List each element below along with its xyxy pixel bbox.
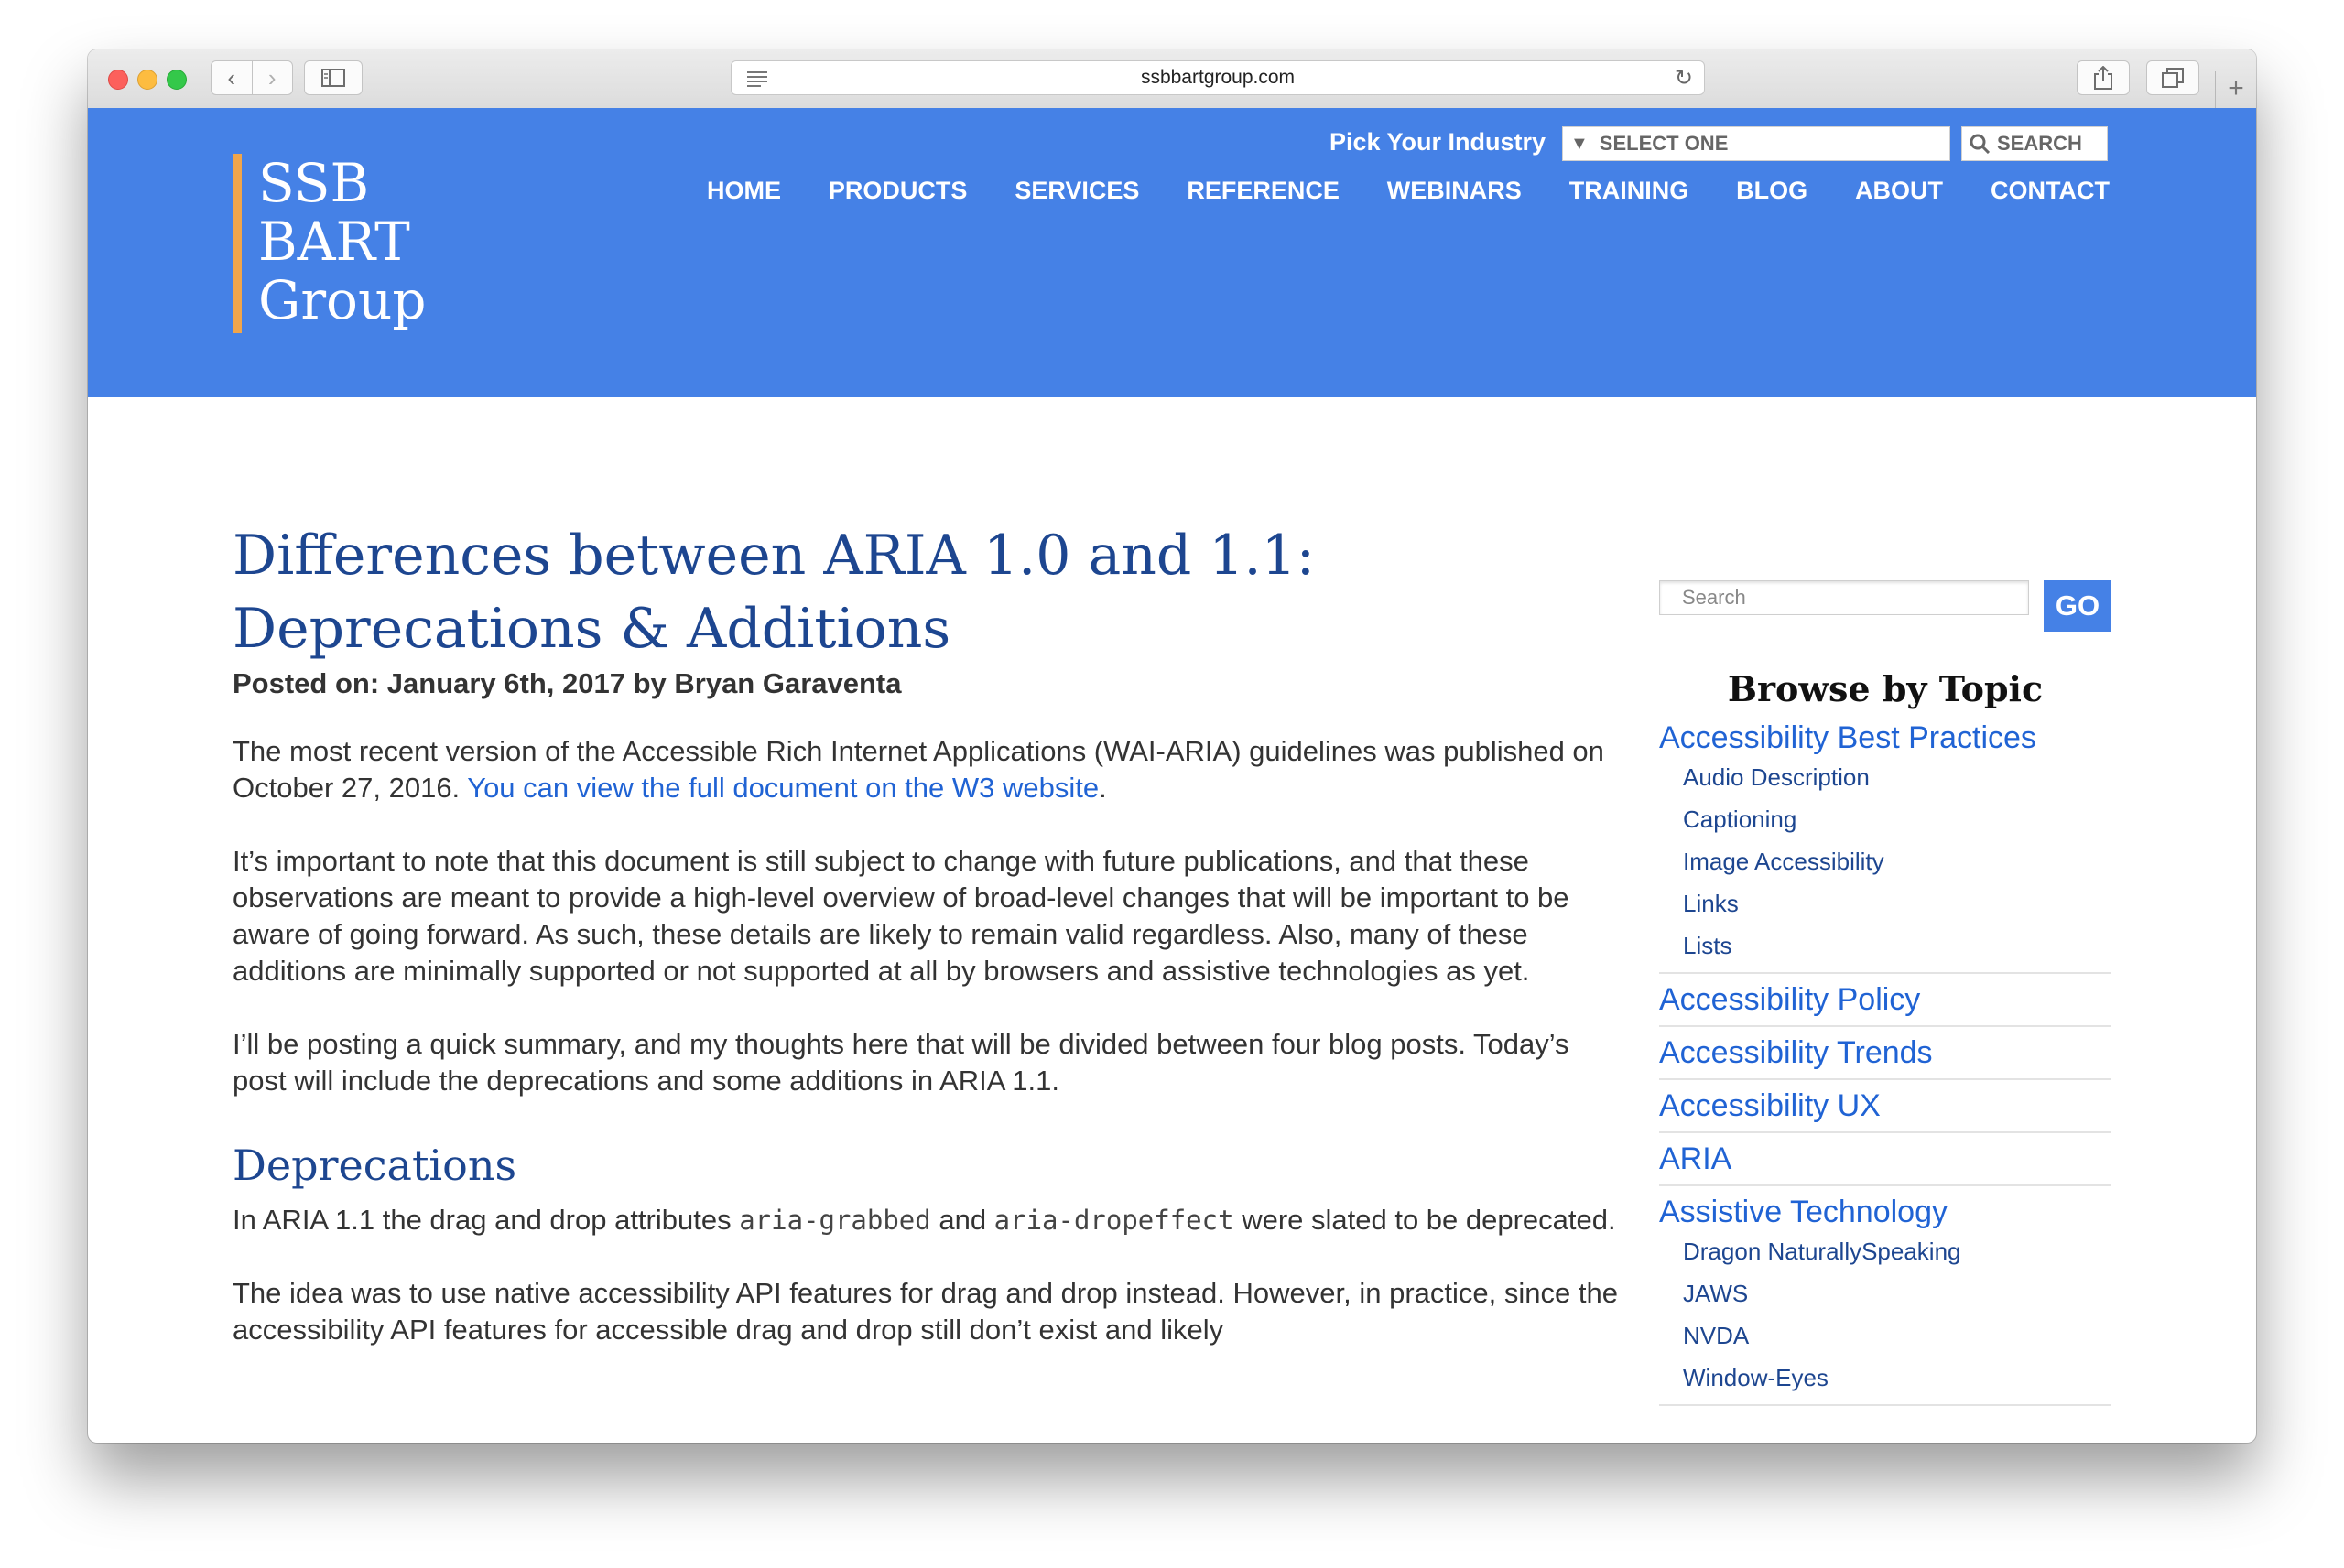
nav-home[interactable]: HOME <box>707 177 781 204</box>
browse-by-topic-heading: Browse by Topic <box>1727 668 2044 709</box>
paragraph-note: It’s important to note that this document is still subject to change with future publications, and that these observations are meant to provide a high-level overview of broad-level changes that will be important to be aware of going forward. As such, these details are likely to remain valid regardless. Also, many of these additions are minimally supported or not supported at all by browsers and assistive technologies as yet. <box>233 845 1569 987</box>
subtopic-dragon-naturallyspeaking[interactable]: Dragon NaturallySpeaking <box>1683 1238 1961 1265</box>
browser-toolbar <box>88 49 2256 109</box>
subtopic-lists[interactable]: Lists <box>1683 932 1732 959</box>
industry-label: Pick Your Industry <box>1329 128 1546 156</box>
paragraph-intro <box>233 733 1624 806</box>
article-title <box>233 519 1624 665</box>
nav-blog[interactable]: BLOG <box>1736 177 1808 204</box>
logo-accent-bar <box>233 154 242 333</box>
dropdown-triangle-icon: ▼ <box>1570 133 1589 154</box>
subtopic-nvda[interactable]: NVDA <box>1683 1322 1750 1349</box>
subtopic-captioning[interactable]: Captioning <box>1683 806 1797 833</box>
paragraph-intro-end: . <box>1099 772 1107 804</box>
code-aria-grabbed: aria-grabbed <box>739 1205 931 1236</box>
logo-line-2: BART <box>258 211 410 273</box>
subtopic-image-accessibility[interactable]: Image Accessibility <box>1683 848 1884 875</box>
topic-accessibility-best-practices[interactable]: Accessibility Best Practices <box>1659 720 2036 755</box>
section-heading-deprecations: Deprecations <box>233 1141 517 1190</box>
article-title-line-2: Deprecations & Additions <box>233 597 951 661</box>
topic-item <box>1659 1194 2111 1406</box>
back-button[interactable]: ‹ <box>227 64 236 92</box>
topic-item <box>1659 974 2111 1027</box>
history-nav <box>211 60 293 95</box>
article-title-line-1: Differences between ARIA 1.0 and 1.1: <box>233 524 1315 588</box>
zoom-window-button[interactable] <box>167 70 187 90</box>
nav-webinars[interactable]: WEBINARS <box>1386 177 1522 204</box>
paragraph-intro-text: The most recent version of the Accessible Rich Internet Applications (WAI-ARIA) guidelines was published on October 27, 2016. <box>233 735 1604 804</box>
article <box>233 519 1624 1348</box>
topic-assistive-technology[interactable]: Assistive Technology <box>1659 1195 1948 1229</box>
url-text: ssbbartgroup.com <box>1140 67 1296 88</box>
logo-text <box>258 154 426 330</box>
new-tab-button[interactable]: + <box>2215 71 2256 108</box>
tabs-icon <box>2162 68 2184 88</box>
article-byline: Posted on: January 6th, 2017 by Bryan Garaventa <box>233 667 902 699</box>
header-search-label: SEARCH <box>1997 132 2082 155</box>
topic-item <box>1659 1133 2111 1186</box>
sidebar-toggle-button[interactable] <box>304 60 363 95</box>
paragraph-deprecations-a: In ARIA 1.1 the drag and drop attributes <box>233 1204 740 1236</box>
forward-button[interactable]: › <box>267 64 277 92</box>
header-search-button[interactable] <box>1961 126 2108 161</box>
code-aria-dropeffect: aria-dropeffect <box>993 1205 1234 1236</box>
w3-document-link[interactable]: You can view the full document on the W3 website <box>467 772 1100 804</box>
topic-accessibility-ux[interactable]: Accessibility UX <box>1659 1088 1881 1123</box>
subtopic-audio-description[interactable]: Audio Description <box>1683 763 1870 791</box>
topic-item <box>1659 1027 2111 1080</box>
industry-select-value: SELECT ONE <box>1599 132 1729 155</box>
topic-accessibility-trends[interactable]: Accessibility Trends <box>1659 1035 1933 1070</box>
subtopic-list <box>1659 756 2111 972</box>
nav-contact[interactable]: CONTACT <box>1990 177 2110 204</box>
address-bar[interactable] <box>731 60 1705 95</box>
nav-reference[interactable]: REFERENCE <box>1187 177 1340 204</box>
main-nav <box>707 172 2110 209</box>
paragraph-deprecations-b: and <box>930 1204 994 1236</box>
nav-services[interactable]: SERVICES <box>1015 177 1140 204</box>
paragraph-deprecations-c: were slated to be deprecated. <box>1233 1204 1616 1236</box>
site-header <box>88 108 2256 397</box>
subtopic-jaws[interactable]: JAWS <box>1683 1280 1749 1307</box>
nav-about[interactable]: ABOUT <box>1855 177 1944 204</box>
topic-accessibility-policy[interactable]: Accessibility Policy <box>1659 982 1921 1017</box>
logo-line-3: Group <box>258 269 427 331</box>
topic-list <box>1659 719 2111 1406</box>
show-tabs-button[interactable] <box>2146 60 2199 95</box>
share-icon <box>2093 66 2113 90</box>
magnifier-icon <box>1970 134 1990 154</box>
share-button[interactable] <box>2077 60 2130 95</box>
sidebar-search-input[interactable]: Search <box>1659 580 2029 615</box>
close-window-button[interactable] <box>108 70 128 90</box>
logo-line-1: SSB <box>258 152 370 214</box>
nav-products[interactable]: PRODUCTS <box>828 177 968 204</box>
subtopic-links[interactable]: Links <box>1683 890 1739 917</box>
paragraph-native-api: The idea was to use native accessibility API features for drag and drop instead. However, in practice, since the accessibility API features for accessible drag and drop still don’t exist and likely <box>233 1277 1618 1346</box>
topic-aria[interactable]: ARIA <box>1659 1141 1732 1176</box>
topic-item <box>1659 1080 2111 1133</box>
browser-window <box>88 49 2256 1443</box>
reload-icon[interactable]: ↻ <box>1674 66 1693 91</box>
topic-item <box>1659 719 2111 974</box>
minimize-window-button[interactable] <box>137 70 157 90</box>
sidebar-go-button[interactable]: GO <box>2044 580 2111 632</box>
subtopic-list <box>1659 1230 2111 1404</box>
industry-select[interactable] <box>1562 126 1950 161</box>
sidebar-icon <box>321 69 345 87</box>
nav-training[interactable]: TRAINING <box>1568 177 1689 204</box>
subtopic-window-eyes[interactable]: Window-Eyes <box>1683 1364 1829 1391</box>
paragraph-deprecations <box>233 1202 1624 1238</box>
paragraph-summary: I’ll be posting a quick summary, and my thoughts here that will be divided between four blog posts. Today’s post will include the deprecations and some additions in ARIA 1.1. <box>233 1028 1569 1097</box>
